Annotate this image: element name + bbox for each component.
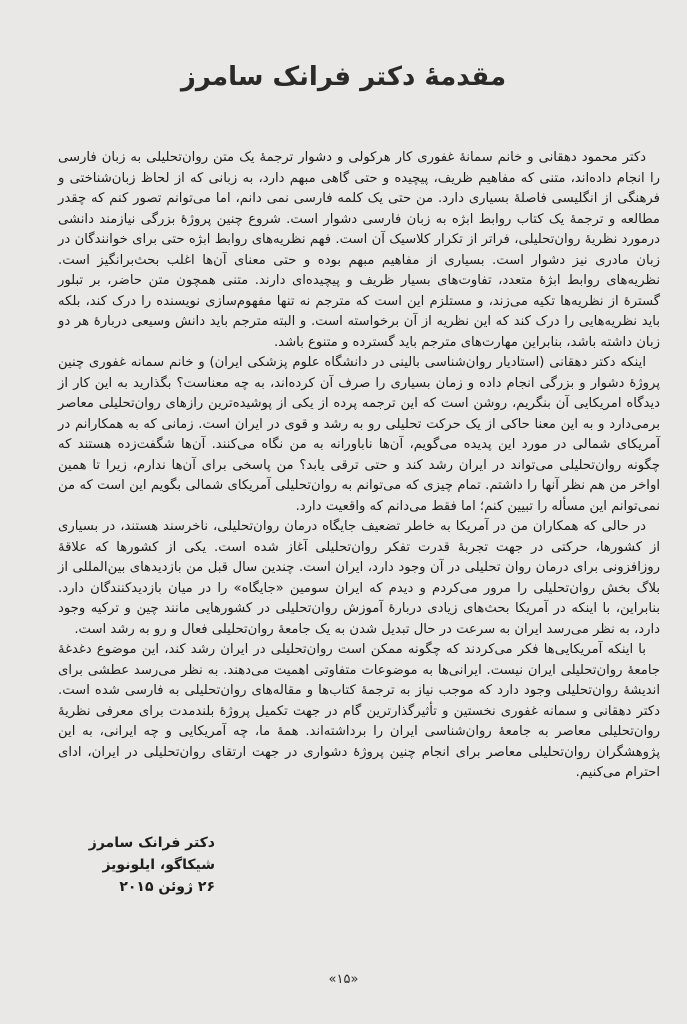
signature-name: دکتر فرانک سامرز xyxy=(88,835,215,851)
paragraph-1: دکتر محمود دهقانی و خانم سمانهٔ غفوری کار هرکولی و دشوار ترجمهٔ یک متن روان‌تحلیلی به زبان فارسی را انجام داده‌اند، متنی که مفاهیم ظریف، پیچیده و حتی گاهی مبهم دارد، به زبانی که از لحاظ زبان‌شناختی و فرهنگی از انگلیسی فاصلهٔ بسیاری دارد. من حتی یک کلمه فارسی نمی دانم، اما می‌توانم تصور کنم که چقدر مطالعه و ترجمهٔ یک کتاب روابط ابژه به زبان فارسی دشوار است. شروع چنین پروژهٔ بزرگی نیازمند دانشی درمورد نظریهٔ روان‌تحلیلی، فراتر از تکرار کلاسیک آن است. فهم نظریه‌های روابط ابژه حتی برای خوانندگان در زبان مادری نیز دشوار است. بسیاری از مفاهیم مبهم بوده و حتی معنای آن‌ها اغلب بحث‌برانگیز است. نظریه‌های روابط ابژهٔ متعدد، تفاوت‌های بسیار ظریف و پیچیده‌ای دارند. متنی همچون متن حاضر، بر تبلور گسترهٔ از نظریه‌ها تکیه می‌زند، و مستلزم این است که مترجم نه تنها مفهوم‌سازی نویسنده را درک کند، بلکه باید نظریه‌هایی را درک کند که این نظریه از آن برخواسته است. و البته مترجم باید دانش وسیعی دربارهٔ هر دو زبان داشته باشد، بنابراین مهارت‌های مترجم باید گسترده و متنوع باشد. xyxy=(58,150,660,350)
page-number: «۱۵» xyxy=(328,972,359,987)
paragraph-2: اینکه دکتر دهقانی (استادیار روان‌شناسی بالینی در دانشگاه علوم پزشکی ایران) و خانم سمانه غفوری چنین پروژهٔ دشوار و بزرگی انجام داده و زمان بسیاری را صرف آن کرده‌اند، به چه معناست؟ بگذارید به این کار از دیدگاه امریکایی آن بنگریم، روشن است که این ترجمه پرده از یکی از پوشیده‌ترین رازهای روان‌تحلیلی معاصر برمی‌دارد و به این معنا حاکی از یک حرکت تحلیلی رو به رشد و قوی در ایران است. زمانی که به همکارانم در آمریکای شمالی در مورد این پدیده می‌گویم، آن‌ها ناباورانه به من نگاه می‌کنند. آن‌ها شگفت‌زده هستند که چگونه روان‌تحلیلی می‌تواند در ایران رشد کند و حتی ترقی یابد؟ من پاسخی برای آن‌ها ندارم، زیرا تا همین اواخر من هم نظر آنها را داشتم. تمام چیزی که می‌توانم به روان‌تحلیلی آمریکای شمالی بگویم این است که من نمی‌توانم این مسأله را تبیین کنم؛ اما فقط می‌دانم که واقعیت دارد. xyxy=(58,355,660,514)
introduction-body xyxy=(58,148,660,784)
paragraph-4: با اینکه آمریکایی‌ها فکر می‌کردند که چگونه ممکن است روان‌تحلیلی در ایران رشد کند، این موضوع دغدغهٔ جامعهٔ روان‌تحلیلی ایران نیست. ایرانی‌ها به موضوعات متفاوتی اهمیت می‌دهند. به نظر می‌رسد عطشی برای اندیشهٔ روان‌تحلیلی وجود دارد که موجب نیاز به ترجمهٔ کتاب‌ها و مقاله‌های روان‌تحلیلی به فارسی شده است. دکتر دهقانی و سمانه غفوری نخستین و تأثیرگذارترین گام در جهت تکمیل پروژهٔ بلندمدت برای معرفی نظریهٔ روان‌تحلیلی معاصر به جامعهٔ روان‌شناسی ایران را برداشته‌اند. همهٔ ما، چه آمریکایی و چه ایرانی، به این پژوهشگران روان‌تحلیلی معاصر برای انجام چنین پروژهٔ دشواری در جهت ارتقای روان‌تحلیلی در ایران، ادای احترام می‌کنیم. xyxy=(58,642,660,780)
signature-date: ۲۶ ژوئن ۲۰۱۵ xyxy=(119,879,215,895)
paragraph-3: در حالی که همکاران من در آمریکا به خاطر تضعیف جایگاه درمان روان‌تحلیلی، ناخرسند هستند، در بسیاری از کشورها، حرکتی در جهت تجربهٔ قدرت تفکر روان‌تحلیلی آغاز شده است. یکی از کشورها که علاقهٔ روزافزونی برای درمان روان تحلیلی در آن وجود دارد، ایران است. چندین سال قبل من بازدیدهای بین‌المللی از بلاگ بخش روان‌تحلیلی را مرور می‌کردم و دیدم که ایران سومین «جایگاه» را در میان بازدیدکنندگان دارد. بنابراین، با اینکه در آمریکا بحث‌های زیادی دربارهٔ آموزش روان‌تحلیلی در کشورهایی مانند چین و ترکیه وجود دارد، به نظر می‌رسد ایران به سرعت در حال تبدیل شدن به یک جامعهٔ روان‌تحلیلی فعال و رو به رشد است. xyxy=(58,519,660,637)
page-title: مقدمهٔ دکتر فرانک سامرز xyxy=(180,62,507,92)
signature-block xyxy=(89,832,215,898)
signature-place: شیکاگو، ایلونویز xyxy=(102,857,215,873)
